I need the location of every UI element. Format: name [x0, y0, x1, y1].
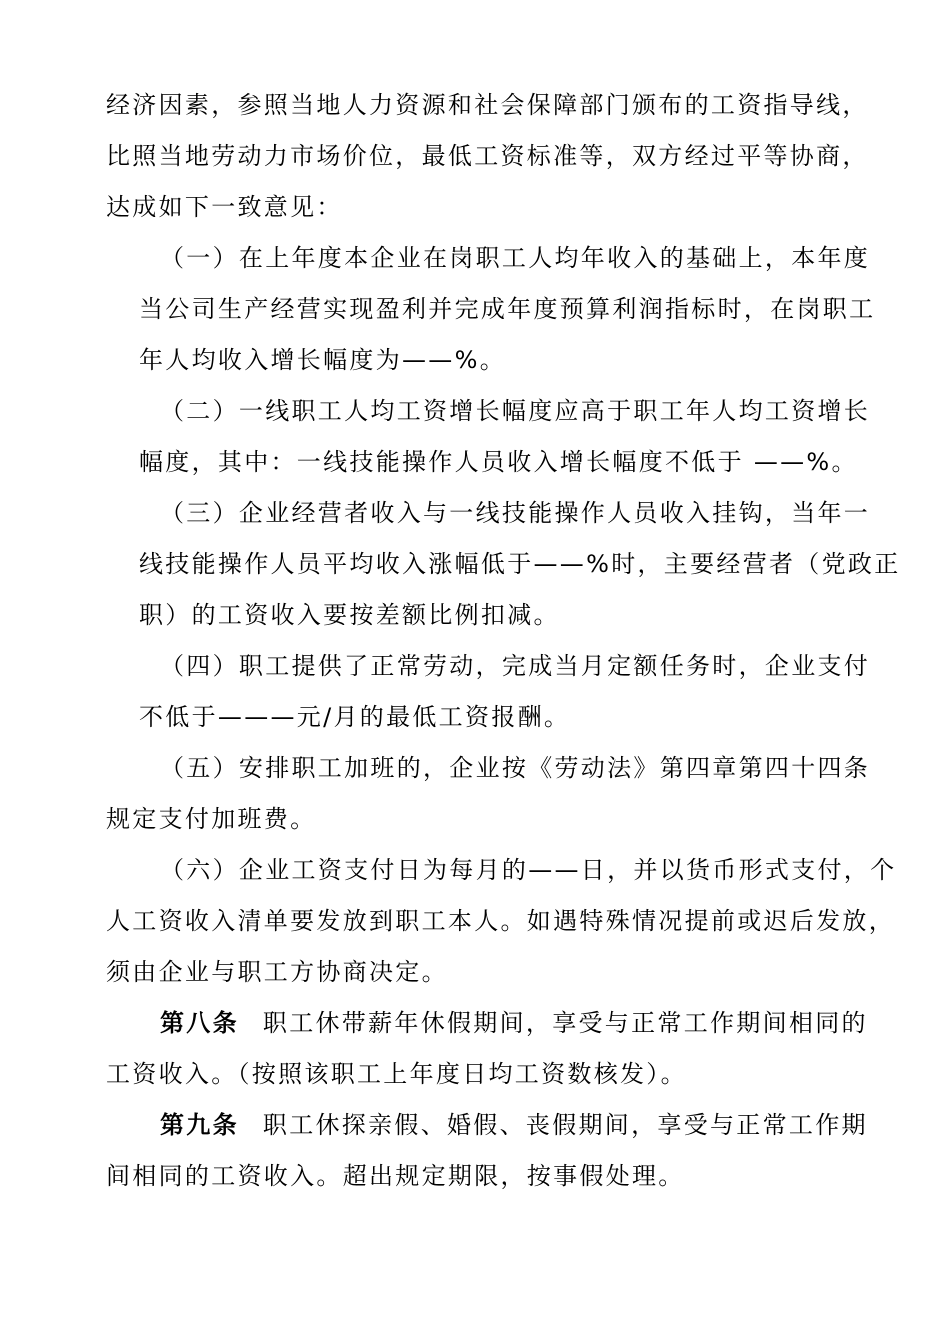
text-line: 经济因素，参照当地人力资源和社会保障部门颁布的工资指导线，	[106, 91, 869, 119]
article-9-heading: 第九条	[160, 1111, 239, 1139]
text-line: 不低于———元/月的最低工资报酬。	[139, 703, 571, 731]
text-line: 工资收入。（按照该职工上年度日均工资数核发）。	[106, 1060, 687, 1088]
article-8-heading: 第八条	[160, 1009, 239, 1037]
text-line: 人工资收入清单要发放到职工本人。如遇特殊情况提前或迟后发放，	[106, 907, 895, 935]
text-line: （五）安排职工加班的，企业按《劳动法》第四章第四十四条	[160, 754, 871, 782]
text-line: 职）的工资收入要按差额比例扣减。	[139, 601, 560, 629]
article-8-line	[160, 1008, 868, 1038]
text-line: 间相同的工资收入。超出规定期限，按事假处理。	[106, 1162, 685, 1190]
text-line: 幅度，其中：一线技能操作人员收入增长幅度不低于 ——%。	[139, 448, 858, 476]
text-line: 达成如下一致意见：	[106, 193, 343, 221]
text-line: 当公司生产经营实现盈利并完成年度预算利润指标时，在岗职工	[139, 295, 876, 323]
text-line: 规定支付加班费。	[106, 805, 317, 833]
article-8-text: 职工休带薪年休假期间，享受与正常工作期间相同的	[262, 1009, 868, 1037]
text-line: 比照当地劳动力市场价位，最低工资标准等，双方经过平等协商，	[106, 142, 869, 170]
text-line: 须由企业与职工方协商决定。	[106, 958, 448, 986]
text-line: 线技能操作人员平均收入涨幅低于——%时，主要经营者（党政正	[139, 550, 901, 578]
text-line: （三）企业经营者收入与一线技能操作人员收入挂钩，当年一	[160, 499, 871, 527]
text-line: （四）职工提供了正常劳动，完成当月定额任务时，企业支付	[160, 652, 871, 680]
text-line: 年人均收入增长幅度为——%。	[139, 346, 507, 374]
article-9-text: 职工休探亲假、婚假、丧假期间，享受与正常工作期	[262, 1111, 868, 1139]
text-line: （二）一线职工人均工资增长幅度应高于职工年人均工资增长	[160, 397, 871, 425]
text-line: （一）在上年度本企业在岗职工人均年收入的基础上，本年度	[160, 244, 871, 272]
text-line: （六）企业工资支付日为每月的——日，并以货币形式支付，个	[160, 856, 897, 884]
article-9-line	[160, 1110, 868, 1140]
